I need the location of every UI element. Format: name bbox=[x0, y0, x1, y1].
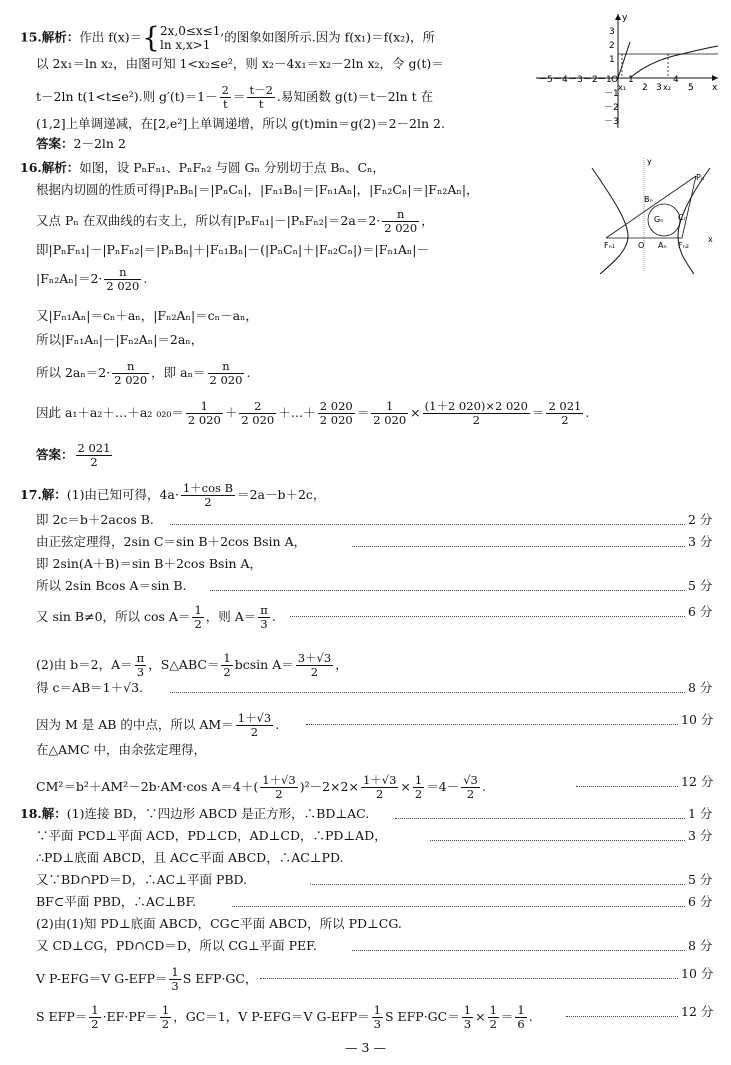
p18-text: S EFP·GC＝ bbox=[384, 1009, 460, 1024]
p16-frac-sum bbox=[423, 400, 530, 427]
p17-frac-pi3 bbox=[135, 652, 147, 679]
p17-text: ＝4－ bbox=[426, 779, 460, 794]
p18-line-1 bbox=[20, 806, 369, 822]
x1-label: x₁ bbox=[618, 83, 626, 92]
p17-text: CM²＝b²＋AM²－2b·AM·cos A＝4＋( bbox=[36, 779, 259, 794]
num: 1 bbox=[223, 651, 231, 665]
p17-text: bcsin A＝ bbox=[234, 657, 294, 672]
num: 2 bbox=[221, 83, 229, 97]
x-tick-neg4: －4 bbox=[553, 75, 568, 85]
p16-line-6: 又|Fₙ₁Aₙ|＝cₙ＋aₙ，|Fₙ₂Aₙ|＝cₙ－aₙ， bbox=[36, 308, 258, 323]
p17-text: ＝2a－b＋2c， bbox=[237, 487, 326, 502]
p17-line-9 bbox=[36, 712, 279, 739]
p16-text: × bbox=[410, 405, 421, 420]
p16-line-8 bbox=[36, 360, 250, 387]
p15-line-3 bbox=[36, 84, 433, 111]
den: 3 bbox=[171, 979, 179, 993]
p16-frac-n-2020 bbox=[104, 266, 141, 293]
p15-function-graph bbox=[532, 10, 722, 132]
num: n bbox=[112, 360, 149, 374]
p16-text: 如图，设 PₙFₙ₁、PₙFₙ₂ 与圆 Gₙ 分别切于点 Bₙ、Cₙ， bbox=[79, 160, 385, 175]
p15-answer-label: 答案： bbox=[36, 136, 74, 151]
fig-c-label: Cₙ bbox=[678, 213, 687, 222]
p17-line-3: 由正弦定理得，2sin C＝sin B＋2cos Bsin A， bbox=[36, 534, 307, 549]
fig-p-label: Pₙ bbox=[696, 173, 705, 182]
score: 3 分 bbox=[688, 828, 713, 843]
den: 2 020 bbox=[319, 413, 353, 427]
p16-text: ， bbox=[421, 213, 434, 228]
den: 2 bbox=[161, 1017, 170, 1031]
linear-piece bbox=[618, 42, 630, 78]
y-axis-arrow bbox=[615, 14, 621, 20]
p17-frac-half bbox=[221, 652, 232, 679]
p17-text: (2)由 b＝2，A＝ bbox=[36, 657, 133, 672]
den: t bbox=[222, 97, 228, 111]
p17-label: 解： bbox=[41, 487, 67, 502]
p18-line-7: 又 CD⊥CG，PD∩CD＝D，所以 CG⊥平面 PEF. bbox=[36, 938, 317, 953]
p15-case-1: 2x,0≤x≤1, bbox=[160, 24, 225, 38]
den: 2 020 bbox=[373, 413, 407, 427]
y-tick-2: 2 bbox=[609, 41, 615, 51]
num: 1＋√3 bbox=[362, 773, 397, 787]
den: 2 bbox=[489, 1017, 497, 1031]
score: 6 分 bbox=[688, 894, 713, 909]
den: 3 bbox=[373, 1017, 381, 1031]
p16-frac-2021-2 bbox=[546, 400, 583, 427]
p16-answer bbox=[36, 442, 114, 469]
score: 10 分 bbox=[681, 966, 714, 981]
p18-frac-half bbox=[89, 1004, 100, 1031]
p16-line-9 bbox=[36, 400, 589, 427]
den: 2 bbox=[472, 413, 480, 427]
leader-dots bbox=[232, 906, 685, 907]
p18-text: . bbox=[528, 1009, 533, 1024]
p18-frac-third bbox=[372, 1004, 383, 1031]
p17-text: 又 sin B≠0，所以 cos A＝ bbox=[36, 609, 191, 624]
p18-frac-third bbox=[462, 1004, 473, 1031]
p16-text: 因此 a₁＋a₂＋…＋a₂ ₀₂₀＝ bbox=[36, 405, 184, 420]
den: 2 020 bbox=[187, 413, 221, 427]
p17-text: ， bbox=[335, 657, 348, 672]
den: 2 bbox=[414, 787, 423, 801]
p16-frac-n-2020 bbox=[382, 208, 419, 235]
p17-line-7 bbox=[36, 652, 348, 679]
den: 2 020 bbox=[384, 221, 418, 235]
den: 2 bbox=[310, 665, 319, 679]
leader-dots bbox=[566, 1016, 678, 1017]
p15-line-4: (1,2]上单调递减，在[2,e²]上单调递增，所以 g(t)min＝g(2)＝2－2ln 2. bbox=[36, 116, 445, 131]
p16-number: 16. bbox=[20, 160, 42, 175]
x2-label: x₂ bbox=[663, 83, 671, 92]
p17-frac-half bbox=[413, 774, 424, 801]
den: 2 bbox=[91, 1017, 99, 1031]
x-tick-neg5: －5 bbox=[538, 75, 553, 85]
p15-number: 15. bbox=[20, 29, 42, 45]
num: (1＋2 020)×2 020 bbox=[424, 399, 528, 413]
p15-text: 的图象如图所示.因为 f(x₁)＝f(x₂)，所 bbox=[224, 29, 436, 45]
p17-text: (1)由已知可得，4a· bbox=[66, 487, 179, 502]
p16-text: 又点 Pₙ 在双曲线的右支上，所以有|PₙFₙ₁|－|PₙFₙ₂|＝2a＝2· bbox=[36, 213, 381, 228]
num: π bbox=[260, 603, 268, 617]
p17-line-11 bbox=[36, 774, 486, 801]
y-tick-neg2: －2 bbox=[604, 103, 619, 113]
num: 2 bbox=[239, 400, 276, 414]
y-label: y bbox=[622, 13, 628, 23]
y-tick-neg3: －3 bbox=[604, 117, 619, 127]
p16-text: . bbox=[246, 365, 251, 380]
origin-label: O bbox=[611, 75, 619, 85]
p18-frac-half bbox=[160, 1004, 171, 1031]
leader-dots bbox=[170, 692, 685, 693]
p15-frac-2-t bbox=[220, 84, 231, 111]
num: 1 bbox=[161, 1003, 170, 1017]
p17-frac-half bbox=[192, 604, 203, 631]
x-label: x bbox=[712, 83, 718, 93]
num: π bbox=[136, 651, 145, 665]
p18-frac-sixth bbox=[515, 1004, 526, 1031]
fig-o-label: O bbox=[638, 241, 645, 250]
p17-line-6 bbox=[36, 604, 276, 631]
num: n bbox=[104, 266, 141, 280]
x-tick-5: 5 bbox=[688, 83, 694, 93]
den: 2 bbox=[466, 787, 475, 801]
score: 12 分 bbox=[681, 774, 714, 789]
p18-text: S EFP＝ bbox=[36, 1009, 88, 1024]
y-tick-1: 1 bbox=[609, 55, 615, 65]
leader-dots bbox=[352, 950, 685, 951]
p17-line-8: 得 c＝AB＝1＋√3. bbox=[36, 680, 144, 695]
p16-frac-1-2020 bbox=[186, 400, 223, 427]
den: 2 bbox=[275, 787, 283, 801]
fig-f2-label: Fₙ₂ bbox=[678, 241, 689, 250]
num: 1 bbox=[463, 1003, 472, 1017]
p18-frac-third bbox=[169, 966, 180, 993]
p17-text: . bbox=[271, 609, 276, 624]
p16-answer-frac bbox=[76, 442, 113, 469]
p15-text: 作出 f(x)＝ bbox=[79, 29, 143, 45]
den: 6 bbox=[517, 1017, 525, 1031]
p18-line-2: ∵平面 PCD⊥平面 ACD，PD⊥CD，AD⊥CD，∴PD⊥AD， bbox=[36, 828, 387, 843]
p18-line-3: ∴PD⊥底面 ABCD，且 AC⊂平面 ABCD，∴AC⊥PD. bbox=[36, 850, 344, 865]
x-axis-arrow bbox=[712, 75, 718, 81]
p17-frac-am bbox=[260, 774, 297, 801]
p17-line-2: 即 2c＝b＋2acos B. bbox=[36, 512, 154, 527]
p15-text: ＝ bbox=[232, 89, 246, 104]
num: 1＋cos B bbox=[182, 481, 234, 495]
p17-frac-am bbox=[361, 774, 398, 801]
p15-text: .易知函数 g(t)＝t－2ln t 在 bbox=[276, 89, 434, 104]
num: n bbox=[208, 360, 245, 374]
p15-text: t－2ln t(1<t≤e²).则 g′(t)＝1－ bbox=[36, 89, 218, 104]
den: 2 bbox=[376, 787, 384, 801]
page-number: — 3 — bbox=[345, 1040, 386, 1055]
leader-dots bbox=[170, 524, 685, 525]
num: 2 021 bbox=[77, 441, 111, 455]
score: 2 分 bbox=[688, 512, 713, 527]
p18-text: V P-EFG＝V G-EFP＝ bbox=[36, 971, 168, 986]
num: 1＋√3 bbox=[237, 711, 272, 725]
num: 1 bbox=[91, 1003, 99, 1017]
p16-line-7: 所以|Fₙ₁Aₙ|－|Fₙ₂Aₙ|＝2aₙ， bbox=[36, 332, 204, 347]
den: 2 bbox=[561, 413, 569, 427]
p18-line-6: (2)由(1)知 PD⊥底面 ABCD，CG⊂平面 ABCD，所以 PD⊥CG. bbox=[36, 916, 402, 931]
p18-frac-half bbox=[488, 1004, 499, 1031]
p17-text: . bbox=[481, 779, 486, 794]
p16-text: . bbox=[585, 405, 590, 420]
p16-frac-n-2020 bbox=[208, 360, 245, 387]
p18-text: × bbox=[475, 1009, 486, 1024]
num: t－2 bbox=[249, 83, 273, 97]
score: 8 分 bbox=[688, 938, 713, 953]
p16-label: 解析： bbox=[41, 160, 80, 175]
p18-line-4: 又∵BD∩PD＝D，∴AC⊥平面 PBD. bbox=[36, 872, 248, 887]
p16-line-3 bbox=[36, 208, 434, 235]
p16-line-1 bbox=[20, 160, 385, 176]
p18-line-5: BF⊂平面 PBD，∴AC⊥BF. bbox=[36, 894, 197, 909]
den: 2 020 bbox=[241, 413, 275, 427]
num: 1 bbox=[371, 400, 408, 414]
p17-text: × bbox=[400, 779, 411, 794]
x-tick-neg3: －3 bbox=[568, 75, 583, 85]
p17-frac-cosb bbox=[181, 482, 235, 509]
p15-line-2: 以 2x₁＝ln x₂，由图可知 1<x₂≤e²，则 x₂－4x₁＝x₂－2ln x₂，令 g(t)＝ bbox=[36, 56, 444, 71]
p16-frac-2020-2020 bbox=[318, 400, 355, 427]
p17-line-5: 所以 2sin Bcos A＝sin B. bbox=[36, 578, 187, 593]
den: 3 bbox=[260, 617, 268, 631]
leader-dots bbox=[306, 724, 678, 725]
num: 1 bbox=[489, 1003, 497, 1017]
p16-text: ，即 aₙ＝ bbox=[151, 365, 206, 380]
y-tick-neg1: －1 bbox=[604, 89, 619, 99]
num: 3＋√3 bbox=[297, 651, 332, 665]
p15-line-1 bbox=[20, 21, 436, 54]
p18-text: ＝ bbox=[500, 1009, 514, 1024]
den: 2 bbox=[194, 617, 202, 631]
p17-line-4: 即 2sin(A＋B)＝sin B＋2cos Bsin A， bbox=[36, 556, 262, 571]
num: 1 bbox=[171, 965, 179, 979]
p16-frac-1-2020 bbox=[371, 400, 408, 427]
den: 2 bbox=[90, 455, 98, 469]
p17-number: 17. bbox=[20, 487, 42, 502]
den: 3 bbox=[136, 665, 145, 679]
num: n bbox=[382, 208, 419, 222]
p17-text: . bbox=[275, 717, 280, 732]
p18-text: ·EF·PF＝ bbox=[102, 1009, 158, 1024]
den: 2 020 bbox=[114, 373, 148, 387]
leader-dots bbox=[352, 546, 685, 547]
p16-text: ＝ bbox=[531, 405, 545, 420]
leader-dots bbox=[260, 978, 678, 979]
score: 5 分 bbox=[688, 872, 713, 887]
p17-text: )²－2×2× bbox=[299, 779, 359, 794]
p17-text: ，则 A＝ bbox=[205, 609, 257, 624]
leader-dots bbox=[210, 590, 685, 591]
p18-label: 解： bbox=[41, 806, 67, 821]
p17-frac-pi3 bbox=[258, 604, 270, 631]
fig-b-label: Bₙ bbox=[644, 195, 653, 204]
p17-frac-am bbox=[236, 712, 273, 739]
p16-text: ＝ bbox=[356, 405, 370, 420]
left-branch bbox=[592, 168, 628, 274]
y-tick-3: 3 bbox=[609, 27, 615, 37]
num: 1 bbox=[186, 400, 223, 414]
den: 2 020 bbox=[106, 279, 140, 293]
p16-line-2: 根据内切圆的性质可得|PₙBₙ|＝|PₙCₙ|，|Fₙ₁Bₙ|＝|Fₙ₁Aₙ|，|Fₙ₂Cₙ|＝|Fₙ₂Aₙ|， bbox=[36, 182, 479, 197]
fig-y-label: y bbox=[647, 157, 652, 166]
p17-text: 因为 M 是 AB 的中点，所以 AM＝ bbox=[36, 717, 234, 732]
p16-text: ＋…＋ bbox=[278, 405, 316, 420]
p16-frac-n-2020 bbox=[112, 360, 149, 387]
p16-line-4: 即|PₙFₙ₁|－|PₙFₙ₂|＝|PₙBₙ|＋|Fₙ₁Bₙ|－(|PₙCₙ|＋|Fₙ₂Cₙ|)＝|Fₙ₁Aₙ|－ bbox=[36, 242, 430, 257]
den: 3 bbox=[463, 1017, 472, 1031]
incircle bbox=[648, 204, 680, 236]
p18-text: (1)连接 BD，∵四边形 ABCD 是正方形，∴BD⊥AC. bbox=[66, 806, 370, 821]
leader-dots bbox=[395, 818, 685, 819]
score: 3 分 bbox=[688, 534, 713, 549]
num: 1 bbox=[194, 603, 202, 617]
p16-text: ＋ bbox=[224, 405, 238, 420]
line-pf2 bbox=[682, 176, 696, 238]
p16-text: |Fₙ₂Aₙ|＝2· bbox=[36, 271, 103, 286]
x-tick-3: 3 bbox=[656, 83, 662, 93]
x-tick-1: 1 bbox=[628, 75, 634, 85]
score: 8 分 bbox=[688, 680, 713, 695]
num: 1＋√3 bbox=[262, 773, 296, 787]
p17-line-1 bbox=[20, 482, 325, 509]
p16-text: . bbox=[143, 271, 148, 286]
num: 1 bbox=[414, 773, 423, 787]
p18-number: 18. bbox=[20, 806, 42, 821]
p16-answer-label: 答案： bbox=[36, 447, 74, 462]
p17-line-10: 在△AMC 中，由余弦定理得， bbox=[36, 742, 206, 757]
fig-x-label: x bbox=[708, 235, 713, 244]
den: 2 020 bbox=[209, 373, 243, 387]
num: √3 bbox=[463, 773, 478, 787]
p17-text: ，S△ABC＝ bbox=[148, 657, 220, 672]
num: 2 020 bbox=[319, 399, 353, 413]
p18-text: S EFP·GC， bbox=[182, 971, 258, 986]
fig-g-label: Gₙ bbox=[654, 215, 664, 224]
fig-f1-label: Fₙ₁ bbox=[604, 241, 615, 250]
num: 1 bbox=[373, 1003, 381, 1017]
leader-dots bbox=[290, 616, 685, 617]
p16-line-5 bbox=[36, 266, 147, 293]
score: 1 分 bbox=[688, 806, 713, 821]
p17-frac-root3 bbox=[461, 774, 480, 801]
p15-answer-value: 2－2ln 2 bbox=[73, 136, 126, 151]
p18-text: ，GC＝1，V P-EFG＝V G-EFP＝ bbox=[173, 1009, 370, 1024]
log-piece bbox=[630, 46, 718, 78]
x-tick-neg2: －2 bbox=[583, 75, 598, 85]
leader-dots bbox=[310, 884, 685, 885]
p16-frac-2-2020 bbox=[239, 400, 276, 427]
num: 2 021 bbox=[548, 399, 582, 413]
den: 2 bbox=[250, 725, 259, 739]
score: 12 分 bbox=[681, 1004, 714, 1019]
x-tick-4: 4 bbox=[673, 75, 679, 85]
num: 1 bbox=[517, 1003, 525, 1017]
den: 2 bbox=[223, 665, 231, 679]
score: 10 分 bbox=[681, 712, 714, 727]
p15-answer bbox=[36, 136, 126, 152]
p16-text: 所以 2aₙ＝2· bbox=[36, 365, 111, 380]
leader-dots bbox=[576, 786, 678, 787]
p15-case-2: ln x,x>1 bbox=[160, 38, 211, 52]
fig-a-label: Aₙ bbox=[658, 241, 667, 250]
leader-dots bbox=[430, 840, 685, 841]
den: 2 bbox=[204, 495, 212, 509]
p16-hyperbola-figure bbox=[584, 150, 720, 275]
score: 5 分 bbox=[688, 578, 713, 593]
x-tick-neg1: －1 bbox=[597, 75, 612, 85]
x-tick-2: 2 bbox=[642, 83, 648, 93]
p15-piecewise bbox=[160, 24, 224, 52]
den: t bbox=[258, 97, 264, 111]
p15-label: 解析： bbox=[41, 29, 80, 45]
p18-line-8 bbox=[36, 966, 258, 993]
p18-line-9 bbox=[36, 1004, 533, 1031]
score: 6 分 bbox=[688, 604, 713, 619]
p15-brace: { bbox=[142, 21, 160, 54]
p17-frac-area bbox=[296, 652, 333, 679]
p15-frac-t2-t bbox=[247, 84, 274, 111]
